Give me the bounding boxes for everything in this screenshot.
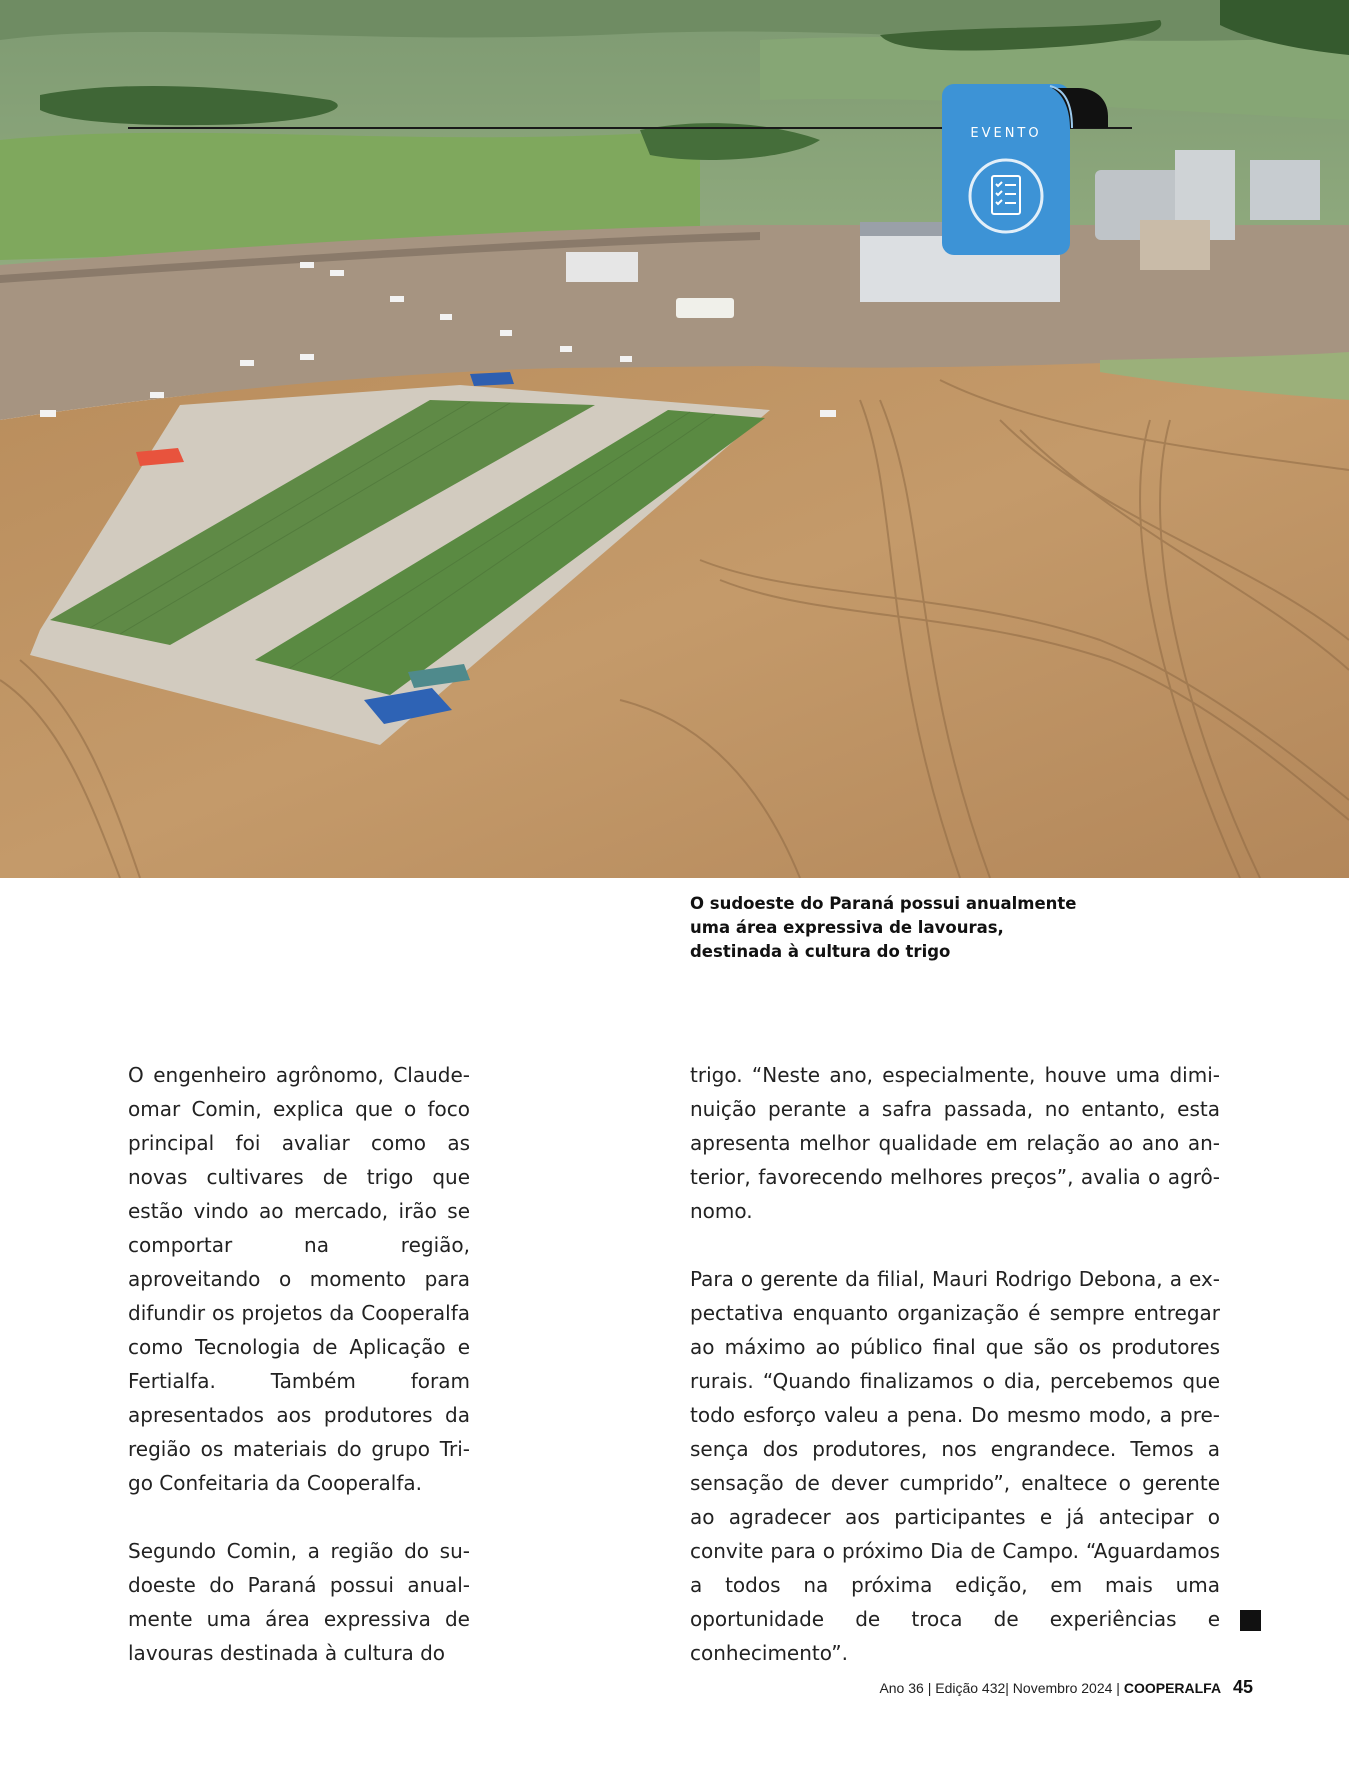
- magazine-brand: COOPERALFA: [1123, 1680, 1222, 1696]
- paragraph: Para o gerente da filial, Mauri Rodrigo Debona, a expectativa enquanto organização é sempre entregar ao máximo ao público final que são os produtores rurais. “Quando finalizamos o dia, percebemos que todo esforço valeu a pena. Do mesmo modo, a presença dos produtores, nos engrandece. Temos a sensação de dever cumprido”, enaltece o gerente ao agradecer aos participantes e já antecipar o convite para o próximo Dia de Campo. “Aguardamos a todos na próxima edição, em mais uma oportunidade de troca de experiências e conhecimento”.: [690, 1267, 1220, 1665]
- issue-info: Ano 36 | Edição 432| Novembro 2024 |: [879, 1680, 1120, 1696]
- page-footer: [879, 1677, 1253, 1698]
- checklist-icon: [966, 156, 1046, 236]
- paragraph: O engenheiro agrônomo, Claudeomar Comin, explica que o foco principal foi avaliar como as novas cultivares de trigo que estão vindo ao mercado, irão se comportar na região, aproveitando o momento para difundir os projetos da Cooperalfa como Tecnologia de Aplicação e Fertialfa. Também foram apresentados aos produtores da região os materiais do grupo Trigo Confeitaria da Cooperalfa.: [128, 1063, 470, 1495]
- paragraph: trigo. “Neste ano, especialmente, houve uma diminuição perante a safra passada, no entanto, esta apresenta melhor qualidade em relação ao ano anterior, favorecendo melhores preços”, avalia o agrônomo.: [690, 1063, 1220, 1223]
- page-number: 45: [1232, 1677, 1253, 1697]
- article-end-mark: [1240, 1610, 1261, 1631]
- badge-label: EVENTO: [970, 126, 1042, 141]
- aerial-photo-wheat-field: [0, 0, 1349, 878]
- photo-caption: O sudoeste do Paraná possui anualmente uma área expressiva de lavouras, destinada à cultura do trigo: [690, 894, 1077, 961]
- body-column-right: [690, 1058, 1220, 1670]
- paragraph: Segundo Comin, a região do sudoeste do Paraná possui anualmente uma área expressiva de lavouras destinada à cultura do: [128, 1539, 470, 1665]
- event-badge: [942, 84, 1110, 259]
- body-column-left: [128, 1058, 470, 1670]
